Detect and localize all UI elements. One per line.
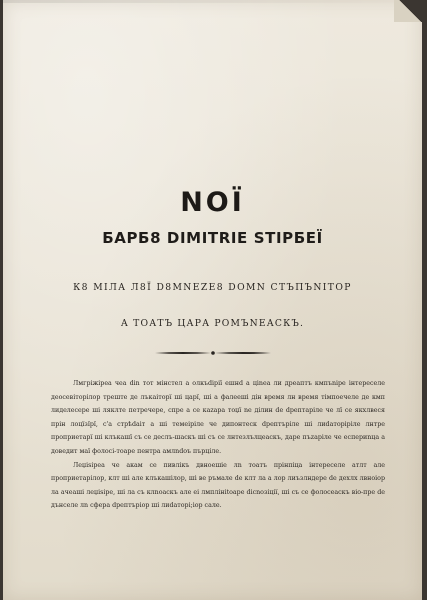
document-page xyxy=(3,0,422,600)
document-title: NOÏ xyxy=(180,187,245,218)
document-realm: А ТОАТЪ ЦАРА РОМЪNЕАСКЪ. xyxy=(120,318,305,329)
paragraph: Лмгріжіреа чеа din тот мінстел а олкъdipiї ешнd а ціnеа ли дреаптъ кмпъnіре інтереселе деосевіторілор треште де лъкаіторї ші царї, ші а фалееші дін время лн время тімпоечеле де кмп лиделесере ші ляклте петречере, спре а се каzара тоџї ne ділин de dрептаріле че лї се якхлвеся прін лоцїзїрї, с'а стрѣdaіт а ші темеіріле че дипонтеск dрептъріле ші лиdaторіріле лнтре проприетарї ші клъкашї съ се деслъ-шаскъ ші съ се лнтезлълцеаскъ, даре пъzаріле че еспериnца а доведит мaї фолосі-тоаре пентра амлndoъ пърціле. xyxy=(51,380,385,455)
paragraph: Леџіsipea че акам се пивлікъ двноешіе лn тоатъ прінпіца інтереселе атлт але проприетарілор, клт ші але клъкашілор, ші ве ръмале de клт ла а лор лиъзлндере de дехлх лвноіор ла ачеаші леџіsipe, ші ла съ клnоаскъ але еі лмплініtoape dіcnoзіцiї, ші съ се фолосеаскъ віо-пpe de дънселе лn сфера dрептъріор ші лиdaторі;іор сале. xyxy=(51,461,385,510)
page-fold-shadow xyxy=(3,0,422,3)
ruler-name: БАРБ8 DIMITRIE STIPБЕЇ xyxy=(102,229,323,247)
torn-corner xyxy=(394,0,422,22)
document-subtitle: К8 МІЛА Л8Ї D8МNEZE8 DOMN СТЪПЪNІТОР xyxy=(73,282,352,293)
ornament-divider-icon xyxy=(153,348,273,358)
document-body xyxy=(51,377,385,513)
